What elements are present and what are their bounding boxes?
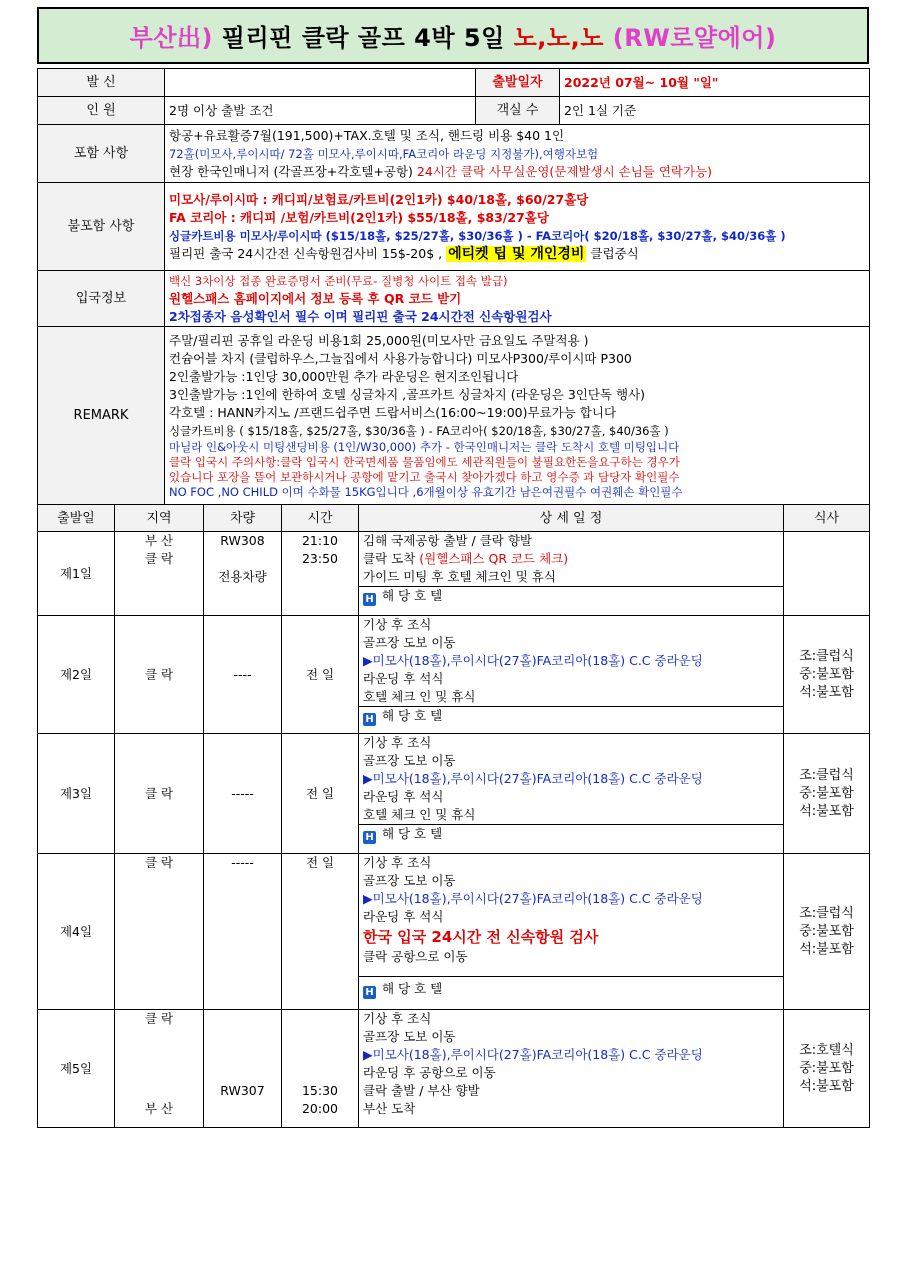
day2-hotel-label: 해 당 호 텔 (382, 708, 443, 723)
day1-hotel-label: 해 당 호 텔 (382, 588, 443, 603)
day2-region: 클 락 (115, 616, 204, 734)
day3-detail-2: 골프장 도보 이동 (363, 753, 456, 768)
excluded-content (165, 183, 870, 271)
room-label: 객실 수 (476, 97, 560, 125)
included-line-3b: 24시간 클락 사무실운영(문제발생시 손님들 연락가능) (416, 163, 713, 179)
remark-line-4: 3인출발가능 :1인에 한하여 호텔 싱글차지 ,골프카트 싱글차지 (라운딩은 3인단독 행사) (169, 386, 646, 402)
day3-time: 전 일 (282, 734, 359, 854)
day5-detail-2: 골프장 도보 이동 (363, 1029, 456, 1044)
day4-detail-1: 기상 후 조식 (363, 855, 432, 870)
included-label: 포함 사항 (38, 125, 165, 183)
day4-label: 제4일 (38, 854, 115, 1010)
day5-transport (204, 1010, 282, 1128)
sender-value (165, 69, 476, 97)
day2-detail-3: ▶미모사(18홀),루이시다(27홀)FA코리아(18홀) C.C 중라운딩 (363, 653, 703, 668)
entry-line-3: 2차접종자 음성확인서 필수 이며 필리핀 출국 24시간전 신속항원검사 (169, 308, 552, 324)
day2-detail-1: 기상 후 조식 (363, 617, 432, 632)
day1-row (38, 532, 870, 616)
day5-region-2: 부 산 (144, 1101, 174, 1116)
day3-hotel-label: 해 당 호 텔 (382, 826, 443, 841)
remark-line-9: 있습니다 포장을 뜯어 보관하시거나 공항에 맡기고 출국시 찾아가겠다 하고 영수증 과 담당자 확인필수 (169, 469, 680, 484)
header-detail: 상 세 일 정 (359, 505, 784, 532)
day4-detail-3: ▶미모사(18홀),루이시다(27홀)FA코리아(18홀) C.C 중라운딩 (363, 891, 703, 906)
day4-meal (784, 854, 870, 1010)
day3-detail-4: 라운딩 후 석식 (363, 789, 444, 804)
day4-hotel-label: 해 당 호 텔 (382, 981, 443, 996)
remark-line-3: 2인출발가능 :1인당 30,000만원 추가 라운딩은 현지조인됩니다 (169, 368, 519, 384)
excluded-line-2: FA 코리아 : 캐디피 /보험/카트비(2인1카) $55/18홀, $83/27홀당 (169, 209, 549, 225)
entry-line-2: 원헬스패스 홈페이지에서 정보 등록 후 QR 코드 받기 (169, 290, 462, 306)
hotel-icon: H (363, 986, 376, 999)
day5-time (282, 1010, 359, 1128)
day1-time-1: 21:10 (301, 533, 339, 548)
day1-detail-2b: (원헬스패스 QR 코드 체크) (419, 551, 569, 566)
hotel-icon: H (363, 831, 376, 844)
depart-label: 출발일자 (476, 69, 560, 97)
day3-meal-breakfast: 조:클럽식 (799, 767, 854, 783)
remark-line-6: 싱글카트비용 ( $15/18홀, $25/27홀, $30/36홀 ) - FA코리아( $20/18홀, $30/27홀, $40/36홀 ) (169, 423, 669, 438)
day4-detail-5: 한국 입국 24시간 전 신속항원 검사 (363, 928, 599, 946)
day2-detail (359, 616, 784, 734)
day3-row (38, 734, 870, 854)
day3-detail-1: 기상 후 조식 (363, 735, 432, 750)
day4-time-text: 전 일 (305, 855, 335, 870)
day4-meal-breakfast: 조:클럽식 (799, 905, 854, 921)
schedule-header-row (38, 505, 870, 532)
day5-flight: RW307 (220, 1083, 265, 1098)
title-nonono: 노,노,노 (513, 24, 604, 52)
day3-meal-lunch: 중:불포함 (799, 785, 854, 801)
remark-line-10: NO FOC ,NO CHILD 이며 수화물 15KG입니다 ,6개월이상 유효기간 남은여권필수 여권훼손 확인필수 (169, 484, 683, 499)
day1-region-1: 부 산 (144, 533, 174, 548)
day1-hotel (359, 586, 783, 605)
remark-line-7: 마닐라 인&아웃시 미팅샌딩비용 (1인/W30,000) 추가 - 한국인매니저는 클락 도착시 호텔 미팅입니다 (169, 439, 680, 454)
header-region: 지역 (115, 505, 204, 532)
day3-detail (359, 734, 784, 854)
title-main: 필리핀 클락 골프 4박 5일 (221, 24, 505, 52)
day5-detail-3: ▶미모사(18홀),루이시다(27홀)FA코리아(18홀) C.C 중라운딩 (363, 1047, 703, 1062)
day1-flight: RW308 (220, 533, 265, 548)
day3-detail-3: ▶미모사(18홀),루이시다(27홀)FA코리아(18홀) C.C 중라운딩 (363, 771, 703, 786)
day2-meal (784, 616, 870, 734)
remark-line-1: 주말/필리핀 공휴일 라운딩 비용1회 25,000원(미모사만 금요일도 주말적용 ) (169, 332, 589, 348)
day3-meal (784, 734, 870, 854)
info-table (37, 68, 870, 505)
excluded-highlight: 에티켓 팁 및 개인경비 (448, 245, 585, 262)
day4-hotel (359, 976, 783, 1001)
day5-meal (784, 1010, 870, 1128)
header-time: 시간 (282, 505, 359, 532)
day3-transport: ----- (204, 734, 282, 854)
day5-region-1: 클 락 (144, 1011, 174, 1026)
day4-transport (204, 854, 282, 1010)
day5-time-1: 15:30 (301, 1083, 339, 1098)
title-banner (37, 7, 869, 64)
title-airline: (RW로얄에어) (612, 24, 777, 52)
included-content (165, 125, 870, 183)
remark-line-2: 컨슘어블 차지 (클럽하우스,그늘집에서 사용가능합니다) 미모사P300/루이시따 P300 (169, 350, 632, 366)
day3-label: 제3일 (38, 734, 115, 854)
day2-meal-breakfast: 조:클럽식 (799, 648, 854, 664)
day2-time: 전 일 (282, 616, 359, 734)
included-line-3a: 현장 한국인매니저 (각골프장+각호텔+공항) (169, 163, 417, 179)
remark-label: REMARK (38, 327, 165, 505)
day1-detail-1: 김해 국제공항 출발 / 클락 향발 (363, 533, 532, 548)
day2-meal-lunch: 중:불포함 (799, 666, 854, 682)
excluded-label: 불포함 사항 (38, 183, 165, 271)
day5-time-2: 20:00 (301, 1101, 339, 1116)
day5-detail (359, 1010, 784, 1128)
day4-detail-6: 클락 공항으로 이동 (363, 949, 468, 964)
header-transport: 차량 (204, 505, 282, 532)
entry-label: 입국정보 (38, 271, 165, 327)
room-value: 2인 1실 기준 (560, 97, 870, 125)
day5-meal-breakfast: 조:호텔식 (799, 1042, 854, 1058)
header-day: 출발일 (38, 505, 115, 532)
day1-transport (204, 532, 282, 616)
day3-detail-5: 호텔 체크 인 및 휴식 (363, 807, 476, 822)
remark-line-8: 클락 입국시 주의사항:클락 입국시 한국면세품 물품임에도 세관직원들이 불필요한돈을요구하는 경우가 (169, 454, 680, 469)
day1-vehicle: 전용차량 (218, 569, 267, 584)
excluded-line-1: 미모사/루이시따 : 캐디피/보험료/카트비(2인1카) $40/18홀, $60/27홀당 (169, 191, 589, 207)
day1-region-2: 클 락 (144, 551, 174, 566)
day2-detail-4: 라운딩 후 석식 (363, 671, 444, 686)
header-meal: 식사 (784, 505, 870, 532)
day5-meal-dinner: 석:불포함 (799, 1078, 854, 1094)
day4-detail-2: 골프장 도보 이동 (363, 873, 456, 888)
excluded-line-4a: 필리핀 출국 24시간전 신속항원검사비 15$-20$ , (169, 245, 443, 261)
day4-detail-4: 라운딩 후 석식 (363, 909, 444, 924)
day2-transport: ---- (204, 616, 282, 734)
day4-region (115, 854, 204, 1010)
day5-region (115, 1010, 204, 1128)
title-origin: 부산出) (129, 24, 213, 52)
day4-meal-lunch: 중:불포함 (799, 923, 854, 939)
remark-line-5: 각호텔 : HANN카지노 /프랜드쉽주면 드랍서비스(16:00~19:00)무료가능 합니다 (169, 404, 617, 420)
day4-region-text: 클 락 (144, 855, 174, 870)
day2-label: 제2일 (38, 616, 115, 734)
entry-content (165, 271, 870, 327)
remark-content (165, 327, 870, 505)
day1-detail-2a: 클락 도착 (363, 551, 420, 566)
day1-time (282, 532, 359, 616)
itinerary-page (37, 7, 869, 1128)
day1-detail (359, 532, 784, 616)
excluded-line-4c: 클럽중식 (590, 245, 639, 261)
day5-detail-5: 클락 출발 / 부산 향발 (363, 1083, 480, 1098)
day4-time (282, 854, 359, 1010)
sender-label: 발 신 (38, 69, 165, 97)
day4-detail (359, 854, 784, 1010)
day5-detail-1: 기상 후 조식 (363, 1011, 432, 1026)
day5-row (38, 1010, 870, 1128)
included-line-2: 72홀(미모사,루이시따/ 72홀 미모사,루이시따,FA코리아 라운딩 지정불가),여행자보험 (169, 146, 599, 161)
hotel-icon: H (363, 713, 376, 726)
day1-label: 제1일 (38, 532, 115, 616)
hotel-icon: H (363, 593, 376, 606)
day1-time-2: 23:50 (301, 551, 339, 566)
day4-transport-text: ----- (231, 855, 254, 870)
day2-detail-5: 호텔 체크 인 및 휴식 (363, 689, 476, 704)
day3-meal-dinner: 석:불포함 (799, 803, 854, 819)
day1-detail-3: 가이드 미팅 후 호텔 체크인 및 휴식 (363, 569, 556, 584)
day5-detail-6: 부산 도착 (363, 1101, 416, 1116)
day5-detail-4: 라운딩 후 공항으로 이동 (363, 1065, 496, 1080)
day2-meal-dinner: 석:불포함 (799, 684, 854, 700)
schedule-table (37, 504, 870, 1128)
day3-hotel (359, 824, 783, 843)
excluded-line-3: 싱글카트비용 미모사/루이시따 ($15/18홀, $25/27홀, $30/36홀 ) - FA코리아( $20/18홀, $30/27홀, $40/36홀 ) (169, 228, 786, 243)
day2-row (38, 616, 870, 734)
people-label: 인 원 (38, 97, 165, 125)
depart-value: 2022년 07월~ 10월 "일" (560, 69, 870, 97)
day1-region (115, 532, 204, 616)
day1-meal (784, 532, 870, 616)
day5-meal-lunch: 중:불포함 (799, 1060, 854, 1076)
day4-meal-dinner: 석:불포함 (799, 941, 854, 957)
day2-hotel (359, 706, 783, 725)
day4-row (38, 854, 870, 1010)
people-value: 2명 이상 출발 조건 (165, 97, 476, 125)
day2-detail-2: 골프장 도보 이동 (363, 635, 456, 650)
day3-region: 클 락 (115, 734, 204, 854)
included-line-1: 항공+유료활증7월(191,500)+TAX.호텔 및 조식, 핸드링 비용 $40 1인 (169, 127, 565, 143)
day5-label: 제5일 (38, 1010, 115, 1128)
entry-line-1: 백신 3차이상 접종 완료증명서 준비(무료- 질병청 사이트 접속 발급) (169, 273, 508, 288)
